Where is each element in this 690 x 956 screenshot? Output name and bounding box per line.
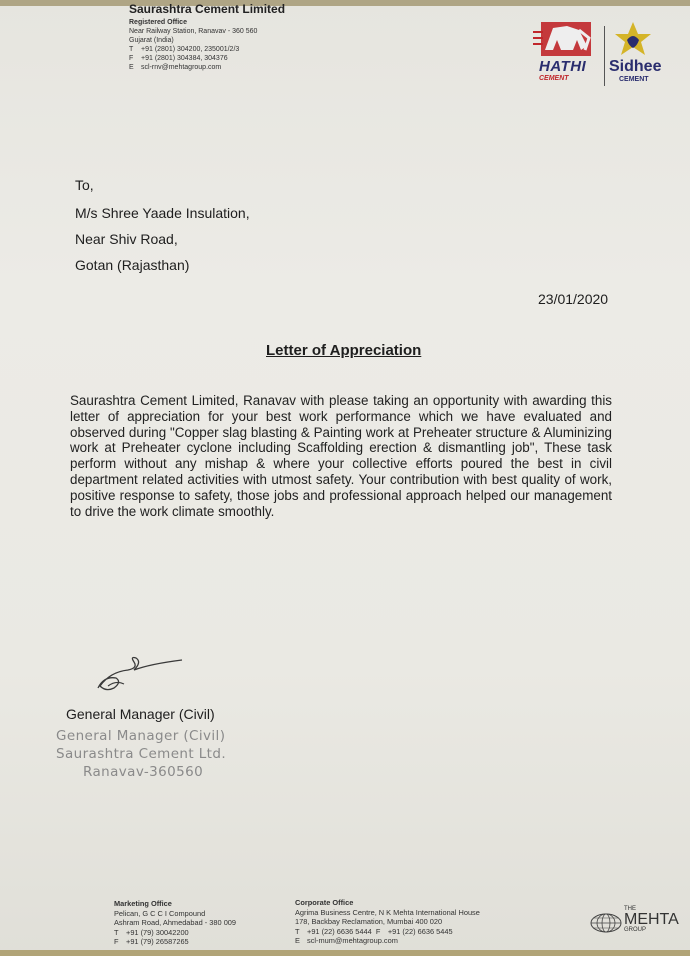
- email-row: [129, 63, 285, 72]
- letter-body: Saurashtra Cement Limited, Ranavav with please taking an opportunity with awarding this letter of appreciation for your best work performance which we have evaluated and observed during "Copper slag blasting & Painting work at Preheater structure & Aluminizing work at Preheater cyclone including Scaffolding erection & dismantling job", These task perform without any mishap & where your collective efforts poured the best in civil department related activities with utmost safety. Your contribution with best quality of work, positive response to safety, those jobs and professional approach helped our management to drive the work climate smoothly.: [70, 393, 612, 519]
- logo-divider: [604, 26, 605, 86]
- mehta-group: GROUP: [624, 927, 647, 933]
- mehta-wordmark: [624, 906, 679, 934]
- sidhee-cement-logo: [609, 20, 671, 88]
- corporate-email-key: E: [295, 936, 300, 946]
- phone-key: T: [129, 46, 134, 53]
- fax-key: F: [129, 55, 134, 62]
- corporate-office-block: [295, 898, 480, 946]
- marketing-office-label: Marketing Office: [114, 899, 172, 908]
- stamp-line-3: Ranavav-360560: [83, 764, 204, 780]
- stamp-line-2: Saurashtra Cement Ltd.: [56, 746, 227, 762]
- brand-logos: [533, 20, 673, 90]
- marketing-fax-row: [114, 937, 236, 947]
- letter-date: 23/01/2020: [538, 291, 609, 307]
- letterhead: [129, 2, 286, 72]
- marketing-fax: +91 (79) 26587265: [126, 937, 189, 947]
- corporate-line-1: Agrima Business Centre, N K Mehta International House: [295, 907, 480, 917]
- mehta-the: THE: [624, 906, 636, 912]
- fax-row: [129, 54, 285, 63]
- star-lion-icon: [609, 20, 671, 58]
- address-line-1: Near Railway Station, Ranavav - 360 560: [129, 28, 258, 35]
- email-key: E: [129, 64, 134, 71]
- letter-subject: Letter of Appreciation: [266, 342, 422, 359]
- office-stamp: [56, 727, 226, 781]
- phone-row: [129, 45, 285, 54]
- corporate-email: scl-mum@mehtagroup.com: [307, 936, 398, 946]
- signatory-title: General Manager (Civil): [66, 706, 215, 722]
- corporate-email-row: [295, 936, 480, 946]
- corporate-fax: +91 (22) 6636 5445: [387, 926, 453, 936]
- sidhee-brand-name: Sidhee: [609, 58, 662, 75]
- marketing-line-1: Pelican, G C C I Compound: [114, 908, 206, 918]
- phone-value: +91 (2801) 304200, 235001/2/3: [141, 46, 240, 53]
- hathi-cement-logo: [533, 20, 603, 88]
- sidhee-brand-sub: CEMENT: [619, 76, 649, 83]
- marketing-fax-key: F: [114, 937, 119, 947]
- elephant-icon: [533, 20, 603, 60]
- marketing-phone-row: [114, 928, 236, 938]
- recipient-address-1: Near Shiv Road,: [75, 231, 178, 247]
- corporate-fax-key: F: [375, 926, 381, 936]
- recipient-name: M/s Shree Yaade Insulation,: [75, 205, 250, 221]
- corporate-phone: +91 (22) 6636 5444: [307, 926, 372, 936]
- stamp-line-1: General Manager (Civil): [56, 728, 226, 744]
- corporate-line-2: 178, Backbay Reclamation, Mumbai 400 020: [295, 917, 443, 927]
- hathi-brand-name: HATHI: [539, 58, 587, 75]
- address-line-2: Gujarat (India): [129, 37, 174, 44]
- fax-value: +91 (2801) 304384, 304376: [141, 55, 228, 62]
- mehta-name: MEHTA: [624, 911, 679, 928]
- globe-icon: [590, 912, 622, 934]
- marketing-office-block: [114, 899, 236, 947]
- corporate-phone-row: [295, 927, 480, 937]
- company-name: Saurashtra Cement Limited: [129, 2, 286, 16]
- recipient-address-2: Gotan (Rajasthan): [75, 257, 190, 273]
- frame-top-edge: [0, 0, 690, 6]
- registered-office-label: Registered Office: [129, 19, 187, 26]
- marketing-line-2: Ashram Road, Ahmedabad - 380 009: [114, 918, 237, 928]
- corporate-office-label: Corporate Office: [295, 898, 354, 907]
- hathi-brand-sub: CEMENT: [539, 75, 569, 82]
- handwritten-signature: [90, 648, 190, 698]
- marketing-phone-key: T: [114, 927, 119, 937]
- mehta-group-logo: [590, 906, 680, 942]
- email-value: scl-rnv@mehtagroup.com: [141, 64, 222, 71]
- frame-bottom-edge: [0, 950, 690, 956]
- recipient-to: To,: [75, 177, 94, 193]
- marketing-phone: +91 (79) 30042200: [126, 927, 189, 937]
- corporate-phone-key: T: [295, 926, 300, 936]
